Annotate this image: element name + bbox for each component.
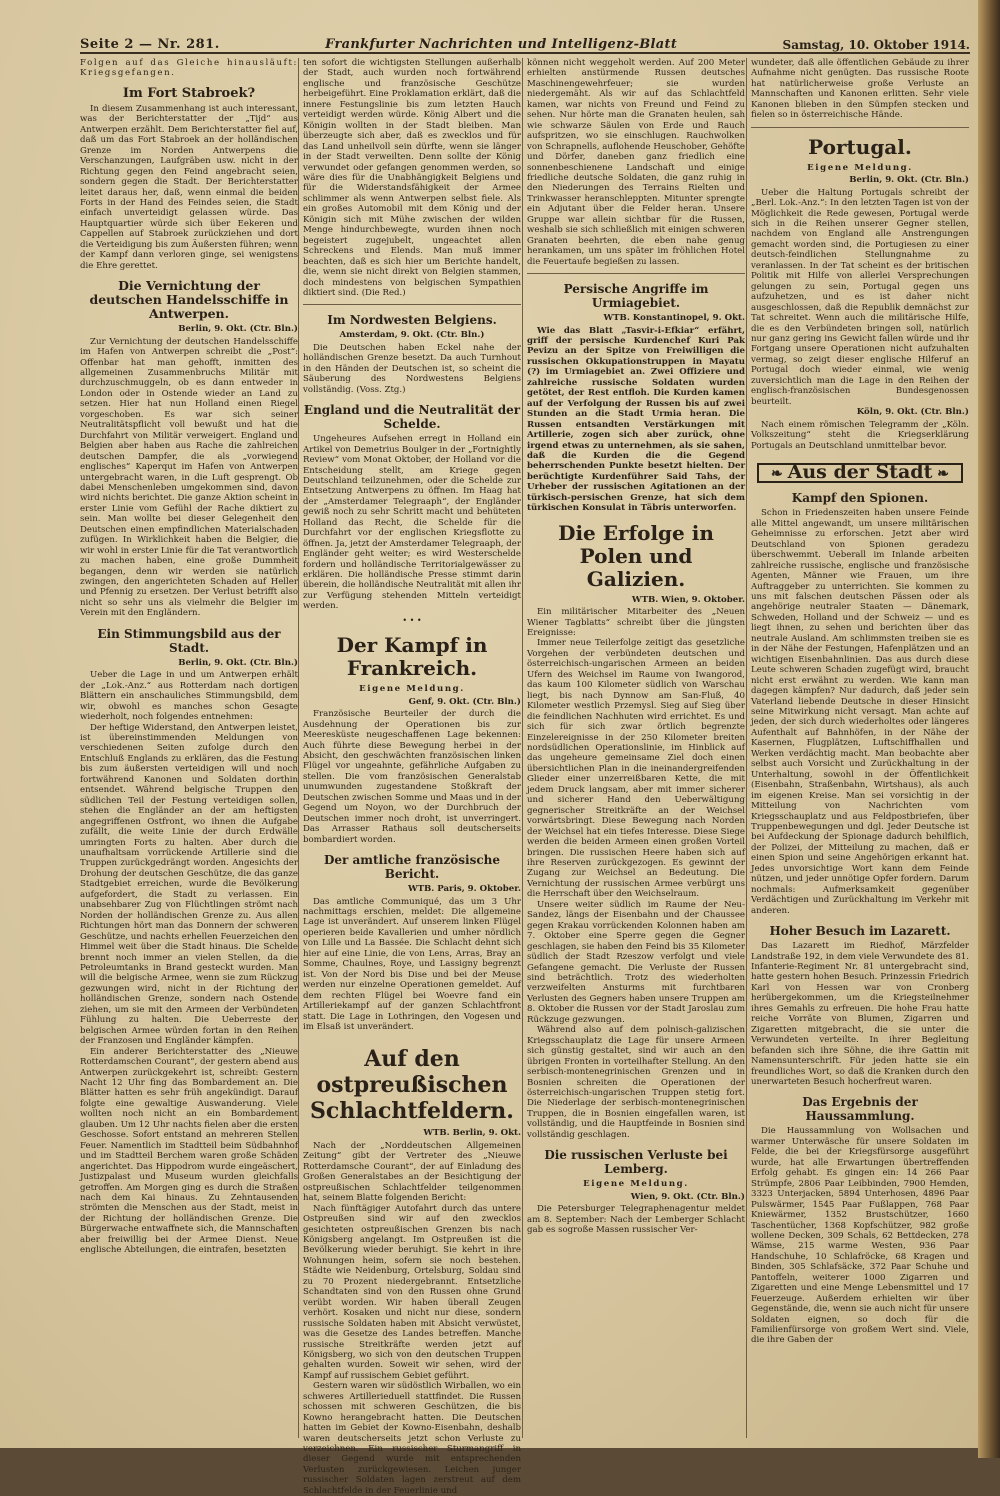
dateline: WTB. Berlin, 9. Okt. <box>423 1128 521 1139</box>
dateline: Berlin, 9. Okt. (Ctr. Bln.) <box>849 175 969 186</box>
article-text: Schon in Friedenszeiten haben unsere Feinde alle Mittel angewandt, um unsere militärischen Geheimnisse zu erforschen. Jetzt aber wird Deutschland von Spionen geradezu überschwemmt. Ueberall im Inlande arbeiten zahlreiche russische, englische und französische Agenten, Männer wie Frauen, um ihre Auftraggeber zu unterrichten. Sie kommen zu uns mit falschen deutschen Pässen oder als angehörige neutraler Staaten — Dänemark, Schweden, Holland und der Schweiz — und es liegt ihnen, zu sehen und berichten über das neutrale Ausland. Am schlimmsten treiben sie es in der Nähe der Festungen, Hafenplätzen und an wichtigen Eisenbahnlinien. Das aus durch diese Leute schweren Schaden zugefügt wird, braucht nicht erst erwähnt zu werden. Wie kann man dagegen kämpfen? Nur dadurch, daß jeder sein Vaterland liebende Deutsche in dieser Hinsicht seine Mitwirkung nicht versagt. Man achte auf jeden, der sich durch wiederholtes oder längeres Aufenthalt auf Bahnhöfen, in der Nähe der Kasernen, Flugplätzen, Luftschiffhallen und Werken verdächtig macht. Man beobachte aber selbst auch Vorsicht und Zurückhaltung in der Unterhaltung, sowohl in der Öffentlichkeit (Eisenbahn, Straßenbahn, Wirtshaus), als auch im eigenen Kreise. Man sei vorsichtig in der Mitteilung von Nachrichten vom Kriegsschauplatz und aus Feldpostbriefen, über Truppenbewegungen und dgl. Jeder Deutsche ist bei Aufdeckung der Spionage dadurch behilflich, der Polizei, der Mitteilung zu machen, daß er einen Spion und seine Angehörigen erkannt hat. Jedes unvorsichtige Wort kann dem Feinde nützen, und jeder unnötige Opfer fordern. Darum nochmals: Aufmerksamkeit gegenüber Verdächtigen und Zurückhaltung im Verkehr mit anderen. <box>751 508 969 916</box>
article-text: Gestern waren wir südöstlich Wirballen, wo ein schweres Artillerieduell stattfindet. Die Russen schossen mit schweren Geschützen, die bis Kowno herangebracht hatten. Die Deutschen hatten im Gebiet der Kowno-Eisenbahn, deshalb waren deutscherseits jetzt schon Verluste zu verzeichnen. Ein russischer Sturmangriff in dieser Gegend wurde mit entsprechenden Verlusten zurückgewiesen. Leichen junger russischer Soldaten lagen zerstreut auf dem Schlachtfelde in der Feuerlinie und <box>303 1381 521 1496</box>
article-text: Folgen auf das Gleiche hinausläuft: Kriegsgefangen. <box>80 58 298 79</box>
section-title: Aus der Stadt <box>787 460 933 483</box>
article-text: Die Deutschen haben Eckel nahe der holländischen Grenze besetzt. Da auch Turnhout in den Händen der Deutschen ist, so scheint die Säuberung des Nordwestens Belgiens vollständig. (Voss. Ztg.) <box>303 342 521 395</box>
section-banner <box>757 460 963 483</box>
column-1 <box>80 58 298 1438</box>
headline-ostpreussen: Auf den ostpreußischen Schlachtfeldern. <box>310 1046 514 1125</box>
article-text: Französische Beurteiler der durch die Ausdehnung der Operationen bis zur Meeresküste neugeschaffenen Lage bekennen: Auch führte diese Bewegung herbei in der Absicht, den geschwächten französischen linken Flügel vor ungeahnte, gefährliche Aufgaben zu stellen. Die vom französischen Generalstab unumwunden zugestandene Stoßkraft der Deutschen zwischen Somme und Maas und in der Gegend um Noyon, wo der Durchbruch der Deutschen immer noch droht, ist unverringert. Das Arrasser Rathaus soll deutscherseits bombardiert worden. <box>303 709 521 845</box>
article-text: Zur Vernichtung der deutschen Handelsschiffe im Hafen von Antwerpen schreibt die „Post“: Offenbar hat man gehofft, inmitten des allgemeinen Zusammenbruchs Militär mit durchzuschmuggeln, ob es dann entweder in London oder in Ostende wieder an Land zu setzen. Hier hat nun Holland einen Riegel vorgeschoben. Es war sich seiner Neutralitätspflicht voll bewußt und hat die Durchfahrt von Militär verweigert. England und Belgien aber haben aus Rache die zahlreichen deutschen Dampfer, die als „vorwiegend englisches“ Kaperqut im Hafen von Antwerpen untergebracht waren, in die Luft gesprengt. Ob dabei Menschenleben umgekommen sind, davon wird nichts berichtet. Die ganze Aktion scheint in erster Linie vom Gefühl der Rache diktiert zu sein. Man wollte bei dieser Gelegenheit den Deutschen einen empfindlichen Materialschaden zufügen. In Wirklichkeit haben die Belgier, die wir wohl in erster Linie für die Tat verantwortlich zu machen haben, eine große Dummheit begangen, denn wir werden sie natürlich zwingen, den angerichteten Schaden auf Heller und Pfennig zu ersetzen. Der Verlust betrifft also nicht so sehr uns als vielmehr die Belgier im Verein mit den Engländern. <box>80 336 298 619</box>
dateline: Genf, 9. Okt. (Ctr. Bln.) <box>408 696 521 707</box>
article-text: Die Petersburger Telegraphenagentur meldet am 8. September: Nach der Lemberger Schlacht gab es sogroße Massen russischer Ver- <box>527 1204 745 1236</box>
column-2 <box>303 58 521 1496</box>
article-text: Das Lazarett im Riedhof, Märzfelder Landstraße 192, in dem viele Verwundete des 81. Infanterie-Regiment Nr. 81 untergebracht sind, hatte gestern hohen Besuch. Prinzessin Friedrich Karl von Hessen war von Cronberg herübergekommen, um die Kriegsteilnehmer ihres Gemahls zu erfreuen. Die hohe Frau hatte reiche Vorräte von Blumen, Zigarren und Zigaretten mitgebracht, die sie unter die Verwundeten verteilte. In ihrer Begleitung befanden sich ihre Söhne, die ihre Gattin mit Namensunterschrift. Für jeden hatte sie ein freundliches Wort, so daß die Kranken durch den unerwarteten Besuch hocherfreut waren. <box>751 941 969 1087</box>
article-text: Ueber die Lage in und um Antwerpen erhält der „Lok.-Anz.“ aus Rotterdam nach dortigen Blättern ein anschauliches Stimmungsbild, dem wir, obwohl es manches schon Gesagte wiederholt, noch folgendes entnehmen: <box>80 670 298 723</box>
dateline: Amsterdam, 9. Okt. (Ctr. Bln.) <box>339 330 485 341</box>
headline-schelde: England und die Neutralität der Schelde. <box>303 403 521 432</box>
article-text: Ein anderer Berichterstatter des „Nieuwe Rotterdamschen Courant“, der gestern abend aus Antwerpen zurückgekehrt ist, schreibt: Gestern Nacht 12 Uhr fing das Bombardement an. Die Blätter hatten es sehr früh angekündigt. Darauf folgte eine gewaltige Auswanderung. Viele wollten noch nicht an ein Bombardement glauben. Um 12 Uhr nachts fielen aber die ersten Geschosse. Sofort entstand an mehreren Stellen Feuer. Namentlich im Stadtteil beim Südbahnhof und im Stadtteil Berchem waren große Schäden angerichtet. Das Hippodrom wurde eingeäschert, Justizpalast und Museum wurden gleichfalls getroffen. Am Morgen ging es durch die Straßen nach dem Kai hinaus. Zu Zehntausenden strömten die Menschen aus der Stadt, meist in der Richtung der holländischen Grenze. Die Bürgerwache entwaffnete sich, die Mannschaften aber freiwillig bei der Armee Dienst. Neue englische Abteilungen, die eintrafen, besetzten <box>80 1046 298 1256</box>
headline-haussammlung: Das Ergebnis der Haussammlung. <box>802 1095 918 1124</box>
dateline: WTB. Wien, 9. Oktober. <box>631 594 745 605</box>
article-text: In diesem Zusammenhang ist auch interessant, was der Berichterstatter der „Tijd“ aus Antwerpen erzählt. Dem Berichterstatter fiel auf, daß um das Fort Stabroek an der holländischen Grenze im Norden Antwerpens die Verschanzungen, Laufgräben usw. nicht in der Richtung gegen den Feind angebracht seien, sondern gegen die Stadt. Der Berichterstatter leitet daraus her, daß, wenn einmal die beiden Forts in der Hand des Feindes seien, die Stadt einfach unverteidigt gelassen würde. Das Hauptquartier würde sich über Eekeren und Cappellen auf Stabroek zurückziehen und dort die Verteidigung bis zum Äußersten führen; wenn der Kampf dann verloren ginge, sei wenigstens die Ehre gerettet. <box>80 103 298 271</box>
divider <box>751 127 969 128</box>
article-text: ten sofort die wichtigsten Stellungen außerhalb der Stadt, auch wurden noch fortwährend englische und französische Geschütze herbeigeführt. Eine Proklamation erklärt, daß die innere Festungslinie bis zum letzten Hauch verteidigt werden würde. König Albert und die Königin wollten in der Stadt bleiben. Man überzeugte sich aber, daß es zwecklos und für das Land unheilvoll sein dürfte, wenn sie länger in der Stadt verweilten. Denn sollte der König verwundet oder gefangen genommen werden, so wäre dies für die Unabhängigkeit Belgiens und für die Widerstandsfähigkeit der Armee schlimmer als wenn Antwerpen selbst fiele. Als ein großes Automobil mit dem König und der Königin sich mit Mühe zwischen der wilden Menge hindurchbewegte, wurden ihnen noch begeistert zugejubelt, ungeachtet allen Schreckens und Elends. Man muß immer beachten, daß es sich hier um Berichte handelt, die, wenn sie nicht direkt von Belgien stammen, doch mindestens von belgischen Sympathien diktiert sind. (Die Red.) <box>303 58 521 298</box>
headline-lazarett: Hoher Besuch im Lazarett. <box>769 924 951 939</box>
dateline-source: Eigene Meldung. <box>807 162 913 173</box>
dateline: WTB. Paris, 9. Oktober. <box>407 884 521 895</box>
article-text: Ueber die Haltung Portugals schreibt der „Berl. Lok.-Anz.“: In den letzten Tagen ist von der Möglichkeit die Rede gewesen, Portugal werde sich in die Reihen unserer Gegner stellen, nachdem von England alle Anstrengungen gemacht worden sind, die Portugiesen zu einer deutsch-feindlichen Stellungnahme zu veranlassen. In der Tat scheint es der britischen Politik mit Hilfe von allerlei Versprechungen gelungen zu sein, Portugal gegen uns aufzuhetzen, und es ist daher nicht ausgeschlossen, daß die Republik demnächst zur Tat schreitet. Wenn auch die militärische Hilfe, die es den Verbündeten bringen soll, natürlich nur ganz gering ins Gewicht fallen würde und ihr Fortgang unsere Operationen nicht aufzuhalten vermag, so zeigt dieser englische Hilferuf an Portugal doch wieder einmal, wie wenig zuversichtlich man die Lage in den Reihen der englisch-französischen Bundesgenossen beurteilt. <box>751 187 969 407</box>
dateline: Berlin, 9. Okt. (Ctr. Bln.) <box>178 324 298 335</box>
dateline: WTB. Konstantinopel, 9. Okt. <box>603 313 745 324</box>
article-text: können nicht weggeholt werden. Auf 200 Meter erhielten anstürmende Russen deutsches Maschinengewehrfeuer; sie wurden niedergemäht. Als wir auf das Schlachtfeld kamen, war nichts von Freund und Feind zu sehen. Nur hörte man die Granaten heulen, sah wie schwarze Säulen von Erde und Rauch aufspritzen, wo sie einschlugen. Rauchwolken von Schrapnells, auflohende Heuschober, Gehöfte und Dörfer, daneben ganz friedlich eine sonnenbeschienene Landschaft und einige friedliche deutsche Soldaten, die ganz ruhig in den Niederungen des Terrains Rielten und Trinkwasser heranschleppten. Mitunter sprengte ein Adjutant über die Felder heran. Unsere Gruppe war allein sichtbar für die Russen, weshalb sie sich schließlich mit einigen schweren Granaten beehrten, die eben nahe genug herankamen, um uns später im fröhlichen Hotel die Feuertaufe begießen zu lassen. <box>527 58 745 267</box>
divider <box>303 304 521 305</box>
dateline: Köln, 9. Okt. (Ctr. Bln.) <box>856 407 969 418</box>
article-text: Nach fünftägiger Autofahrt durch das untere Ostpreußen sind wir auf den zwecklos gesichteten ostpreußischen Grenzen bis nach Königsberg angelangt. Im Ostpreußen ist die Bevölkerung wieder beruhigt. Sie kehrt in ihre Wohnungen heim, sofern sie noch bestehen. Städte wie Neidenburg, Ortelsburg, Soldau sind zu 70 Prozent niedergebrannt. Entsetzliche Schandtaten sind von den Russen ohne Grund verübt worden. Wir haben überall Zeugen verhört. Kosaken und nicht nur diese, sondern russische Soldaten haben mit Absicht verwüstet, was die Gesetze des Landes betreffen. Manche russische Streitkräfte werden jetzt auf Königsberg, wo sich von den deutschen Truppen gehalten wurden. Soweit wir sehen, wird der Kampf auf russischem Gebiet geführt. <box>303 1203 521 1381</box>
column-rule <box>746 58 747 1438</box>
article-text: Ungeheures Aufsehen erregt in Holland ein Artikel von Demetrius Boulger in der „Fortnightly Review“ vom Monat Oktober, der Holland vor die Entscheidung stellt, am Kriege gegen Deutschland teilzunehmen, oder die Schelde zur Entsetzung Antwerpens zu öffnen. Im Haag hat der „Amsterdamer Telegraaph“, der Engländer gewiß noch zu sehr Schritt macht und behüteten Holland das Recht, die Schelde für die Durchfahrt vor der englischen Kriegsflotte zu öffnen. Ja, jetzt der Amsterdamer Telegraaph, der Engländer geht weiter; es wird Westerschelde fordern und holländische Territorialgewässer zu erklären. Die holländische Presse stimmt darin überein, die holländische Neutralität mit allen ihr zur Verfügung stehenden Mitteln verteidigt werden. <box>303 434 521 612</box>
column-3 <box>527 58 745 1438</box>
article-text: wundeter, daß alle öffentlichen Gebäude zu ihrer Aufnahme nicht genügten. Das russische Roote hat natürlicherweise große Verluste an Mannschaften und Kanonen erlitten. Sehr viele Kanonen blieben in den Sümpfen stecken und fielen so in österreichische Hände. <box>751 58 969 121</box>
headline-bericht: Der amtliche französische Bericht. <box>323 853 501 882</box>
dateline: Wien, 9. Okt. (Ctr. Bln.) <box>630 1191 745 1202</box>
ornament-divider: • • • <box>402 615 422 625</box>
headline-urmia: Persische Angriffe im Urmiagebiet. <box>563 282 709 311</box>
column-4 <box>751 58 969 1438</box>
headline-portugal: Portugal. <box>808 134 912 159</box>
issue-date: Samstag, 10. Oktober 1914. <box>782 38 970 52</box>
article-text: Während also auf dem polnisch-galizischen Kriegsschauplatz die Lage für unsere Armeen sich günstig gestaltet, sind wir auch an den übrigen Fronten in vorteilhafter Stellung. An den serbisch-montenegrinischen Grenzen und in Bosnien schreiten die Operationen der österreichisch-ungarischen Truppen stetig fort. Die Niederlage der serbisch-montenegrinischen Truppen, die in Bosnien eingefallen waren, ist vollständig, und die Hauptfeinde in Bosnien sind vollständig geschlagen. <box>527 1025 745 1140</box>
article-text: Das amtliche Communiqué, das um 3 Uhr nachmittags erschien, meldet: Die allgemeine Lage ist unverändert. Auf unserem linken Flügel operieren beide Kavallerien und umher nördlich von Lille und La Bassée. Die Schlacht dehnt sich hier auf eine Linie, die von Lens, Arras, Bray an Somme, Chaulnes, Roye, und Lassigny begrenzt ist. Von der Nord bis Dise und bei der Meuse werden nur einzelne Operationen gemeldet. Auf dem rechten Flügel bei Woevre fand ein Artilleriekampf auf der ganzen Schlachtfront statt. Die Lage in Lothringen, den Vogesen und im Elsaß ist unverändert. <box>303 896 521 1032</box>
article-text: Ein militärischer Mitarbeiter des „Neuen Wiener Tagblatts“ schreibt über die jüngsten Ereignisse: <box>527 607 745 639</box>
headline-vernichtung: Die Vernichtung der deutschen Handelsschiffe in Antwerpen. <box>89 278 289 322</box>
article-text: Unsere weiter südlich im Raume der Neu-Sandez, längs der Eisenbahn und der Chaussee gegen Krakau vorrückenden Kolonnen haben am 7. Oktober eine Sperre gegen die Gegner geschlagen, sie haben den Feind bis 35 Kilometer südlich der Stadt Rzeszow verfolgt und viele Gefangene gemacht. Die Verluste der Russen sind beträchtlich. Trotz des wiederholten verzweifelten Ansturms mit furchtbaren Verlusten des Gegners haben unsere Truppen am 8. Oktober die Russen vor der Stadt Jaroslau zum Rückzuge gezwungen. <box>527 899 745 1025</box>
dateline-source: Eigene Meldung. <box>359 684 465 695</box>
headline-nordwesten: Im Nordwesten Belgiens. <box>327 313 497 328</box>
headline-galizien: Die Erfolge in Polen und Galizien. <box>558 520 714 591</box>
article-text: Wie das Blatt „Tasvir-i-Efkiar“ erfährt, griff der persische Kurdenchef Kuri Pak Pevizu an der Spitze von Freiwilligen die russischen Okkupationstruppen in Mayatu (?) im Urmiagebiet an. Zwei Offiziere und zahlreiche russische Soldaten wurden getötet, der Rest entfloh. Die Kurden kamen auf der Verfolgung der Russen bis auf zwei Stunden an die Stadt Urmia heran. Die Russen entsandten Verstärkungen mit Artillerie, zogen sich aber zurück, ohne irgend etwas zu unternehmen, als sie sahen, daß die Kurden die die Gegend beherrschenden Punkte besetzt hielten. Der berüchtigte Kurdenführer Said Tahs, der Urheber der russischen Agitationen an der türkisch-persischen Grenze, hat sich dem türkischen Konsulat in Täbris unterworfen. <box>527 325 745 514</box>
article-text: Immer neue Teilerfolge zeitigt das gesetzliche Vorgehen der verbündeten deutschen und österreichisch-ungarischen Armeen an beiden Ufern des Weichsel im Raume von Iwangorod, das kaum 100 Kilometer südlich von Warschau liegt, bis nach Dynnow am San-Fluß, 40 Kilometer westlich Przemysl. Sieg auf Sieg über die feindlichen Nachhuten wird errichtet. Es und sich für sich zwar örtlich begrenzte Einzelereignisse in der 250 Kilometer breiten nordsüdlichen Operationslinie, im Hinblick auf das ungeheure gemeinsame Ziel doch einen übersichtlichen Plan in die ineinandergreifenden Glieder einer unzerreißbaren Kette, die mit jedem Druck langsam, aber mit immer sicherer und sicherer Hand den Ueberwältigung gegnerischer Streitkräfte an der Weichsel vorwärtsbringt. Diese Bewegung nach Norden der Weichsel hat ein tiefes Interesse. Diese Siege werden die beiden Armeen einen großen Vorteil bringen. Die russischen Heere haben sich auf ihre Reserven zurückgezogen. Es gewinnt der Zugang zur Weichsel an Bedeutung. Die Vernichtung der russischen Armee verbürgt uns die Herrschaft über den Weichselraum. <box>527 638 745 900</box>
article-text: Der heftige Widerstand, den Antwerpen leistet, ist übereinstimmenden Meldungen von verschiedenen Seiten zufolge durch den Entschluß Englands zu erklären, das die Festung bis zum äußersten verteidigen will und noch fortwährend Kanonen und Soldaten dorthin entsendet. Während belgische Truppen den südlichen Teil der Festung verteidigen sollen, stehen die Engländer an der am heftigsten angegriffenen Ostfront, wo ihnen die Aufgabe zufällt, die weite Linie der durch Erdwälle umringten Forts zu halten. Aber durch die unaufhaltsam vorrückende Artillerie sind die Truppen zurückgedrängt worden. Angesichts der Drohung der deutschen Geschütze, die das ganze Stadtgebiet erreichen, wurde die Bevölkerung aufgefordert, die Stadt zu verlassen. Ein unabsehbarer Zug von Flüchtlingen strömt nach Norden der holländischen Grenze zu. Aus allen Richtungen hört man das Donnern der schweren Geschütze, und nachts erhellen Feuerzeichen den Himmel weit über die Stadt hinaus. Die Schelde brennt noch immer an vielen Stellen, da die Petroleumtanks in Brand gesteckt wurden. Man will die belgische Armee, wenn sie zum Rückzug gezwungen wird, nicht in der Richtung der holländischen Grenze, sondern nach Ostende ziehen, um sie mit den Armeen der Verbündeten Fühlung zu halten. Die Ueberreste der belgischen Armee würden fortan in den Reihen der Franzosen und Engländer kämpfen. <box>80 722 298 1047</box>
dateline-source: Eigene Meldung. <box>583 1179 689 1190</box>
page-number: Seite 2 — Nr. 281. <box>80 37 220 52</box>
headline-stabroek: Im Fort Stabroek? <box>122 85 256 101</box>
dateline: Berlin, 9. Okt. (Ctr. Bln.) <box>178 657 298 668</box>
ornament-icon: ❧ <box>932 465 949 482</box>
divider <box>527 273 745 274</box>
article-text: Nach einem römischen Telegramm der „Köln. Volkszeitung“ steht die Kriegserklärung Portugals an Deutschland unmittelbar bevor. <box>751 419 969 451</box>
headline-spione: Kampf den Spionen. <box>791 491 929 506</box>
article-text: Nach der „Norddeutschen Allgemeinen Zeitung“ gibt der Vertreter des „Nieuwe Rotterdamsche Courant“, der auf Einladung des Großen Generalstabes an der Besichtigung der ostpreußischen Schlachtfelder teilgenommen hat, seinem Blatte folgenden Bericht: <box>303 1140 521 1204</box>
headline-lemberg: Die russischen Verluste bei Lemberg. <box>544 1148 728 1177</box>
article-text: Die Haussammlung von Wollsachen und warmer Unterwäsche für unsere Soldaten im Felde, die bei der Kriegsfürsorge ausgeführt wurde, hat alle Erwartungen übertreffenden Erfolg gehabt. Es gingen ein: 14 266 Paar Strümpfe, 2806 Paar Leibbinden, 7900 Hemden, 3323 Unterjacken, 5894 Unterhosen, 4896 Paar Pulswärmer, 1545 Paar Fußlappen, 768 Paar Kniewärmer, 1352 Brustschützer, 1660 Taschentücher, 1368 Kopfschützer, 982 große wollene Decken, 309 Schals, 62 Bettdecken, 278 Wämse, 215 warme Westen, 936 Paar Handschuhe, 10 Schlafröcke, 68 Kragen und Binden, 305 Schlafsäcke, 372 Paar Schuhe und Pantoffeln, weiterer 1000 Zigarren und Zigaretten und eine Menge Lebensmittel und 17 Feuerzeuge. Außerdem erhielten wir über Gegenstände, die, wenn sie auch nicht für unsere Soldaten eignen, so doch für die Familienfürsorge von großem Wert sind. Viele, die ihre Gaben der <box>751 1126 969 1346</box>
ornament-icon: ❧ <box>771 465 788 482</box>
column-rule <box>298 58 299 1438</box>
page-edge-shadow <box>978 0 1000 1458</box>
column-rule <box>522 58 523 1438</box>
page-header <box>80 30 970 54</box>
masthead-title: Frankfurter Nachrichten und Intelligenz-Blatt <box>325 37 678 52</box>
headline-stimmungsbild: Ein Stimmungsbild aus der Stadt. <box>97 626 281 655</box>
headline-frankreich: Der Kampf in Frankreich. <box>336 633 488 681</box>
